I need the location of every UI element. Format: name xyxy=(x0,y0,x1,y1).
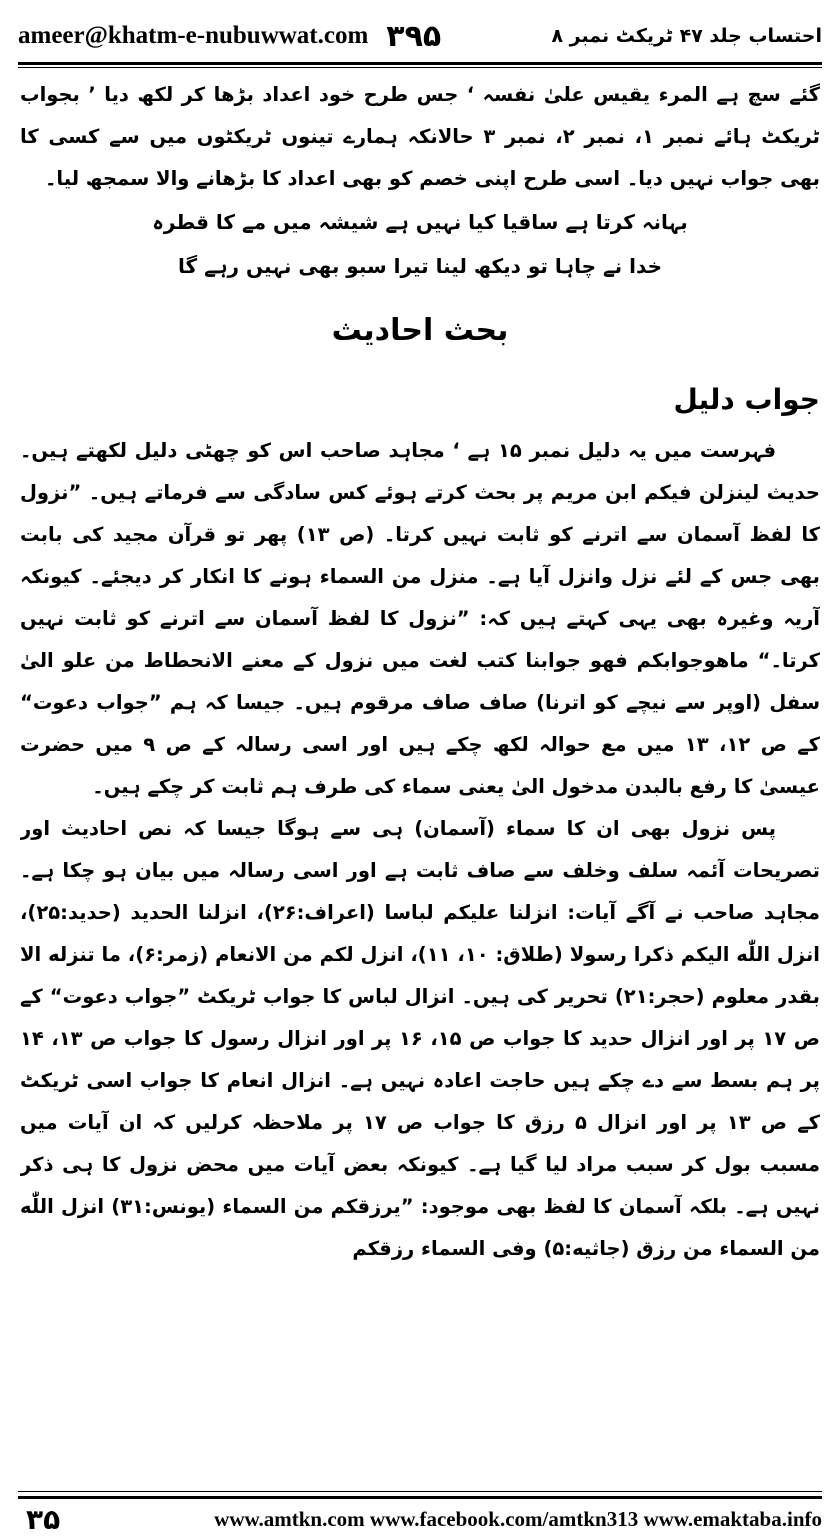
page-header xyxy=(18,12,822,60)
page-body xyxy=(20,74,820,1442)
header-rule-thin xyxy=(18,67,822,68)
header-email: ameer@khatm-e-nubuwwat.com xyxy=(18,22,369,49)
verse-line-2: خدا نے چاہا تو دیکھ لینا تیرا سبو بھی نہیں رہے گا xyxy=(178,254,662,278)
sub-title: جواب دلیل xyxy=(673,383,820,416)
footer-rule-thin xyxy=(18,1491,822,1492)
section-title: بحث احادیث xyxy=(331,313,509,348)
header-series-title: احتساب جلد ۴۷ ٹریکٹ نمبر ۸ xyxy=(551,25,822,47)
paragraph-intro: گئے سچ ہے المرء یقیس علیٰ نفسہ ‘ جس طرح خود اعداد بڑھا کر لکھ دیا ’ بجواب ٹریکٹ ہائے نمبر ۱، نمبر ۲، نمبر ۳ حالانکہ ہمارے تینوں ٹریکٹوں میں سے کسی کا بھی جواب نہیں دیا۔ اسی طرح اپنی خصم کو بھی اعداد کا بڑھانے والا سمجھ لیا۔ xyxy=(20,83,820,190)
header-left xyxy=(18,19,441,54)
paragraph-argument: فہرست میں یہ دلیل نمبر ۱۵ ہے ‘ مجاہد صاحب اس کو چھٹی دلیل لکھتے ہیں۔ حدیث لینزلن فیکم ابن مریم پر بحث کرتے ہوئے کس سادگی سے فرماتے ہیں۔ ”نزول کا لفظ آسمان سے اترنے کو ثابت نہیں کرتا۔ (ص ۱۳) پھر تو قرآن مجید کی بابت بھی جس کے لئے نزل وانزل آیا ہے۔ منزل من السماء ہونے کا انکار کر دیجئے۔ کیونکہ آریہ وغیرہ بھی یہی کہتے ہیں کہ: ”نزول کا لفظ آسمان سے اترنے کو ثابت نہیں کرتا۔“ ماهوجوابکم فهو جوابنا کتب لغت میں نزول کے معنے الانحطاط من علو الیٰ سفل (اوپر سے نیچے کو اترنا) صاف صاف مرقوم ہیں۔ جیسا کہ ہم ”جواب دعوت“ کے ص ۱۲، ۱۳ میں مع حوالہ لکھ چکے ہیں اور اسی رسالہ کے ص ۹ میں حضرت عیسیٰ کا رفع بالبدن مدخول الیٰ یعنی سماء کی طرف ہم ثابت کر چکے ہیں۔ xyxy=(20,439,820,798)
footer-rule xyxy=(18,1496,822,1499)
verse-line-1: بہانہ کرتا ہے ساقیا کیا نہیں ہے شیشہ میں مے کا قطرہ xyxy=(152,210,688,234)
footer-links: www.amtkn.com www.facebook.com/amtkn313 www.emaktaba.info xyxy=(214,1506,822,1531)
header-page-number: ۳۹۵ xyxy=(386,18,442,54)
page-footer xyxy=(18,1500,822,1538)
poetry-couplet xyxy=(20,200,820,288)
paragraph-verses: پس نزول بھی ان کا سماء (آسمان) ہی سے ہوگا جیسا کہ نص احادیث اور تصریحات آئمہ سلف وخلف سے صاف ثابت ہے اور اسی رسالہ میں بیان ہو چکا ہے۔ مجاہد صاحب نے آگے آیات: انزلنا علیکم لباسا (اعراف:۲۶)، انزلنا الحدید (حدید:۲۵)، انزل اللّٰه الیکم ذکرا رسولا (طلاق: ۱۰، ۱۱)، انزل لکم من الانعام (زمر:۶)، ما تنزله الا بقدر معلوم (حجر:۲۱) تحریر کی ہیں۔ انزال لباس کا جواب ٹریکٹ ”جواب دعوت“ کے ص ۱۷ پر اور انزال حدید کا جواب ص ۱۵، ۱۶ پر اور انزال رسول کا جواب ص ۱۳، ۱۴ پر ہم بسط سے دے چکے ہیں حاجت اعادہ نہیں ہے۔ انزال انعام کا جواب اسی ٹریکٹ کے ص ۱۳ پر اور انزال ۵ رزق کا جواب ص ۱۷ پر ملاحظہ کرلیں کہ ان آیات میں مسبب بول کر سبب مراد لیا گیا ہے۔ کیونکہ بعض آیات میں محض نزول کا ہی ذکر نہیں ہے۔ بلکہ آسمان کا لفظ بھی موجود: ”یرزقکم من السماء (یونس:۳۱) انزل اللّٰه من السماء من رزق (جاثیه:۵) وفی السماء رزقکم xyxy=(20,817,820,1260)
footer-page-number: ۳۵ xyxy=(26,1502,61,1536)
header-rule xyxy=(18,62,822,65)
